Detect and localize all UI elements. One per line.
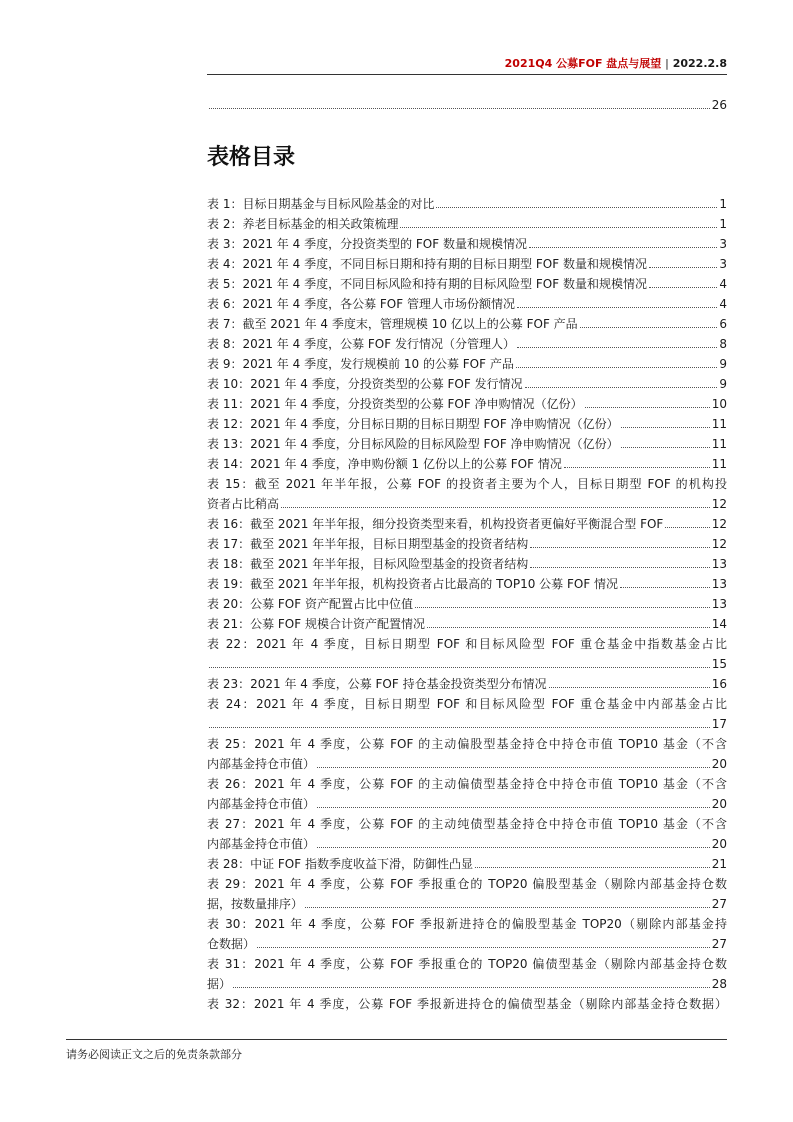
toc-leader xyxy=(549,687,710,688)
toc-leader xyxy=(317,807,710,808)
toc-page-number: 1 xyxy=(719,197,727,211)
toc-entry-title: 表 32：2021 年 4 季度，公募 FOF 季报新进持仓的偏债型基金（剔除内部基金持仓数据） xyxy=(207,997,727,1011)
toc-entry[interactable] xyxy=(207,614,727,634)
toc-entry[interactable] xyxy=(207,954,727,994)
toc-leader xyxy=(585,407,710,408)
toc-top-entry[interactable] xyxy=(207,95,727,115)
toc-page-number: 20 xyxy=(711,837,727,851)
table-of-contents xyxy=(207,194,727,1014)
toc-entry[interactable] xyxy=(207,254,727,274)
toc-page-number: 28 xyxy=(711,977,727,991)
toc-page-number: 15 xyxy=(711,657,727,671)
toc-leader xyxy=(529,247,717,248)
toc-leader xyxy=(525,387,718,388)
toc-page-number: 6 xyxy=(719,317,727,331)
toc-leader xyxy=(209,667,710,668)
toc-entry[interactable] xyxy=(207,914,727,954)
toc-entry-title: 表 29：2021 年 4 季度，公募 FOF 季报重仓的 TOP20 偏股型基金（剔除内部基金持仓数 xyxy=(207,877,727,891)
toc-leader xyxy=(620,587,710,588)
toc-leader xyxy=(665,527,709,528)
toc-entry-title-continued: 据，按数量排序） xyxy=(207,897,304,911)
toc-page-number: 20 xyxy=(711,757,727,771)
toc-entry-title: 表 6：2021 年 4 季度，各公募 FOF 管理人市场份额情况 xyxy=(207,297,515,311)
toc-page-number: 11 xyxy=(711,437,727,451)
toc-page-number: 11 xyxy=(711,457,727,471)
toc-entry-title: 表 10：2021 年 4 季度，分投资类型的公募 FOF 发行情况 xyxy=(207,377,523,391)
toc-entry[interactable] xyxy=(207,514,727,534)
toc-page-number: 16 xyxy=(711,677,727,691)
toc-page-number: 27 xyxy=(711,937,727,951)
toc-entry-title-continued: 内部基金持仓市值） xyxy=(207,757,316,771)
toc-leader xyxy=(209,108,710,109)
toc-leader xyxy=(621,427,710,428)
toc-entry-title: 表 25：2021 年 4 季度，公募 FOF 的主动偏股型基金持仓中持仓市值 TOP10 基金（不含 xyxy=(207,737,727,751)
toc-leader xyxy=(517,307,717,308)
toc-page-number: 14 xyxy=(711,617,727,631)
toc-entry-title: 表 3：2021 年 4 季度，分投资类型的 FOF 数量和规模情况 xyxy=(207,237,527,251)
toc-leader xyxy=(436,207,717,208)
toc-page-number: 17 xyxy=(711,717,727,731)
toc-leader xyxy=(530,547,709,548)
toc-page-number: 8 xyxy=(719,337,727,351)
report-header xyxy=(505,55,727,71)
toc-entry-title: 表 14：2021 年 4 季度，净申购份额 1 亿份以上的公募 FOF 情况 xyxy=(207,457,562,471)
toc-entry[interactable] xyxy=(207,274,727,294)
toc-entry[interactable] xyxy=(207,374,727,394)
toc-entry-title: 表 23：2021 年 4 季度，公募 FOF 持仓基金投资类型分布情况 xyxy=(207,677,547,691)
toc-entry-title-continued: 内部基金持仓市值） xyxy=(207,797,316,811)
toc-entry[interactable] xyxy=(207,334,727,354)
toc-entry-title: 表 5：2021 年 4 季度，不同目标风险和持有期的目标风险型 FOF 数量和规模情况 xyxy=(207,277,647,291)
toc-leader xyxy=(530,567,709,568)
toc-entry-title-continued: 内部基金持仓市值） xyxy=(207,837,316,851)
toc-page-number: 12 xyxy=(711,537,727,551)
toc-page-number: 3 xyxy=(719,237,727,251)
toc-page-number: 13 xyxy=(711,577,727,591)
section-title: 表格目录 xyxy=(207,145,296,170)
toc-leader xyxy=(580,327,718,328)
toc-entry[interactable] xyxy=(207,414,727,434)
toc-entry-title: 表 24：2021 年 4 季度，目标日期型 FOF 和目标风险型 FOF 重仓基金中内部基金占比 xyxy=(207,697,727,711)
toc-entry[interactable] xyxy=(207,674,727,694)
toc-leader xyxy=(209,727,710,728)
toc-entry[interactable] xyxy=(207,994,727,1014)
toc-leader xyxy=(517,347,717,348)
toc-entry-title: 表 26：2021 年 4 季度，公募 FOF 的主动偏债型基金持仓中持仓市值 TOP10 基金（不含 xyxy=(207,777,727,791)
toc-entry[interactable] xyxy=(207,554,727,574)
toc-entry[interactable] xyxy=(207,694,727,734)
toc-entry-title: 表 16：截至 2021 年半年报，细分投资类型来看，机构投资者更偏好平衡混合型 FOF xyxy=(207,517,664,531)
toc-leader xyxy=(621,447,710,448)
toc-leader xyxy=(305,907,710,908)
toc-entry[interactable] xyxy=(207,574,727,594)
toc-page-number: 20 xyxy=(711,797,727,811)
toc-entry-title: 表 30：2021 年 4 季度，公募 FOF 季报新进持仓的偏股型基金 TOP20（剔除内部基金持 xyxy=(207,917,727,931)
toc-entry-title: 表 15：截至 2021 年半年报，公募 FOF 的投资者主要为个人，目标日期型 FOF 的机构投 xyxy=(207,477,727,491)
toc-leader xyxy=(649,287,717,288)
toc-entry[interactable] xyxy=(207,814,727,854)
toc-entry[interactable] xyxy=(207,874,727,914)
toc-entry-title: 表 1：目标日期基金与目标风险基金的对比 xyxy=(207,197,435,211)
toc-leader xyxy=(564,467,710,468)
toc-entry-title: 表 7：截至 2021 年 4 季度末，管理规模 10 亿以上的公募 FOF 产品 xyxy=(207,317,578,331)
toc-page-number: 3 xyxy=(719,257,727,271)
header-separator: | xyxy=(665,57,669,70)
toc-entry-title: 表 27：2021 年 4 季度，公募 FOF 的主动纯债型基金持仓中持仓市值 TOP10 基金（不含 xyxy=(207,817,727,831)
toc-page-number: 12 xyxy=(711,497,727,511)
toc-entry[interactable] xyxy=(207,774,727,814)
toc-entry[interactable] xyxy=(207,534,727,554)
toc-entry[interactable] xyxy=(207,354,727,374)
toc-entry-title: 表 13：2021 年 4 季度，分目标风险的目标风险型 FOF 净申购情况（亿份） xyxy=(207,437,619,451)
toc-entry-title: 表 8：2021 年 4 季度，公募 FOF 发行情况（分管理人） xyxy=(207,337,515,351)
toc-entry[interactable] xyxy=(207,194,727,214)
toc-entry-title: 表 18：截至 2021 年半年报，目标风险型基金的投资者结构 xyxy=(207,557,529,571)
toc-entry-title-continued: 据） xyxy=(207,977,232,991)
toc-entry[interactable] xyxy=(207,474,727,514)
header-divider xyxy=(207,74,727,75)
toc-page-number: 4 xyxy=(719,297,727,311)
toc-leader xyxy=(317,847,710,848)
toc-page-number: 12 xyxy=(711,517,727,531)
toc-entry-title-continued: 仓数据） xyxy=(207,937,256,951)
toc-entry[interactable] xyxy=(207,394,727,414)
footer-disclaimer: 请务必阅读正文之后的免责条款部分 xyxy=(66,1048,242,1061)
toc-entry-title: 表 31：2021 年 4 季度，公募 FOF 季报重仓的 TOP20 偏债型基金（剔除内部基金持仓数 xyxy=(207,957,727,971)
toc-entry-title: 表 19：截至 2021 年半年报，机构投资者占比最高的 TOP10 公募 FOF 情况 xyxy=(207,577,619,591)
toc-entry-title: 表 12：2021 年 4 季度，分目标日期的目标日期型 FOF 净申购情况（亿份） xyxy=(207,417,619,431)
toc-page-number: 13 xyxy=(711,597,727,611)
toc-leader xyxy=(281,507,710,508)
toc-entry-title: 表 20：公募 FOF 资产配置占比中位值 xyxy=(207,597,413,611)
toc-page-number: 21 xyxy=(711,857,727,871)
toc-entry[interactable] xyxy=(207,854,727,874)
toc-entry[interactable] xyxy=(207,214,727,234)
report-date: 2022.2.8 xyxy=(672,57,727,70)
toc-entry[interactable] xyxy=(207,634,727,674)
toc-entry-title-continued: 资者占比稍高 xyxy=(207,497,280,511)
toc-leader xyxy=(516,367,718,368)
toc-entry-title: 表 21：公募 FOF 规模合计资产配置情况 xyxy=(207,617,425,631)
toc-page-number: 27 xyxy=(711,897,727,911)
toc-page-number: 9 xyxy=(719,357,727,371)
toc-leader xyxy=(427,627,710,628)
toc-entry-title: 表 17：截至 2021 年半年报，目标日期型基金的投资者结构 xyxy=(207,537,529,551)
toc-entry[interactable] xyxy=(207,294,727,314)
toc-page-number: 13 xyxy=(711,557,727,571)
toc-leader xyxy=(400,227,717,228)
toc-leader xyxy=(233,987,710,988)
toc-entry[interactable] xyxy=(207,434,727,454)
toc-page-number: 1 xyxy=(719,217,727,231)
toc-entry-title: 表 22：2021 年 4 季度，目标日期型 FOF 和目标风险型 FOF 重仓基金中指数基金占比 xyxy=(207,637,727,651)
footer-divider xyxy=(66,1039,727,1040)
toc-page-number: 4 xyxy=(719,277,727,291)
toc-leader xyxy=(317,767,710,768)
toc-leader xyxy=(415,607,710,608)
toc-entry[interactable] xyxy=(207,734,727,774)
toc-page-number: 9 xyxy=(719,377,727,391)
toc-entry-title: 表 2：养老目标基金的相关政策梳理 xyxy=(207,217,399,231)
toc-entry[interactable] xyxy=(207,234,727,254)
toc-entry[interactable] xyxy=(207,454,727,474)
toc-entry-title: 表 28：中证 FOF 指数季度收益下滑，防御性凸显 xyxy=(207,857,473,871)
toc-page-number: 26 xyxy=(711,98,727,112)
toc-page-number: 11 xyxy=(711,417,727,431)
toc-entry-title: 表 4：2021 年 4 季度，不同目标日期和持有期的目标日期型 FOF 数量和规模情况 xyxy=(207,257,647,271)
toc-leader xyxy=(649,267,717,268)
toc-leader xyxy=(257,947,710,948)
toc-page-number: 10 xyxy=(711,397,727,411)
toc-entry-title: 表 9：2021 年 4 季度，发行规模前 10 的公募 FOF 产品 xyxy=(207,357,514,371)
report-title: 2021Q4 公募FOF 盘点与展望 xyxy=(504,57,662,70)
toc-leader xyxy=(475,867,710,868)
toc-entry-title: 表 11：2021 年 4 季度，分投资类型的公募 FOF 净申购情况（亿份） xyxy=(207,397,583,411)
toc-entry[interactable] xyxy=(207,594,727,614)
toc-entry[interactable] xyxy=(207,314,727,334)
